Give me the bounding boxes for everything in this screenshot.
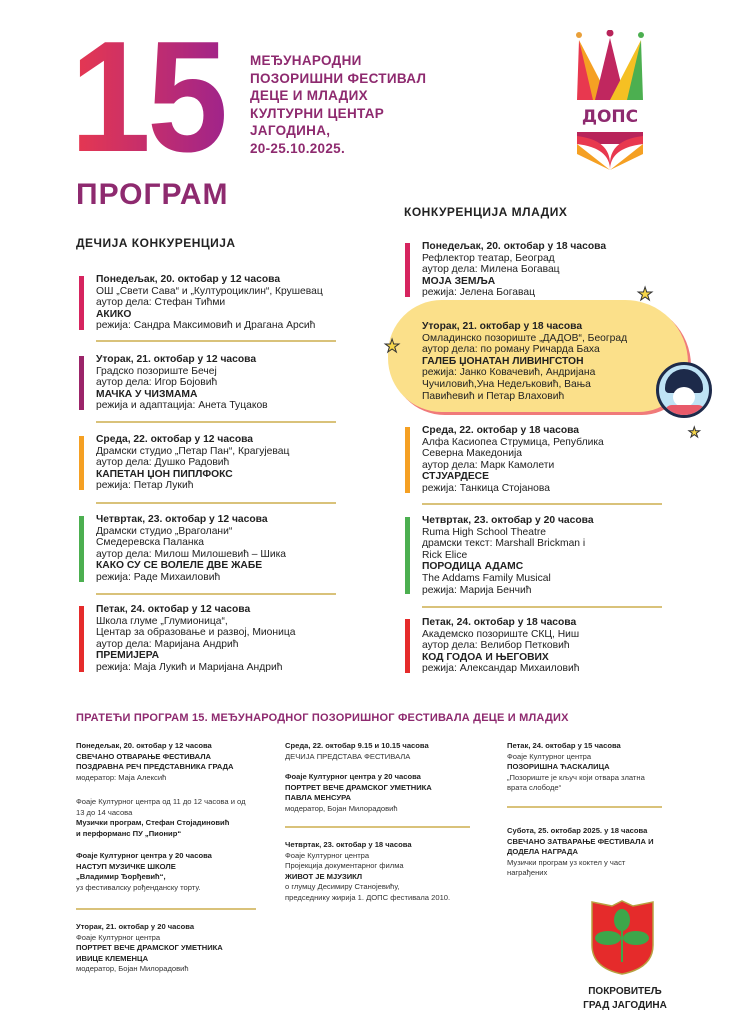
- side-line: ПОЗОРИШНА ЋАСКАЛИЦА: [507, 762, 610, 771]
- jagodina-coat-of-arms: [590, 900, 655, 975]
- dops-logo: [575, 30, 645, 170]
- entry-credit: режија: Петар Лукић: [96, 480, 194, 492]
- entry-detail: Градско позориште Бечеј: [96, 365, 217, 377]
- entry-detail: Rick Elice: [422, 549, 468, 561]
- entry-date: Понедељак, 20. октобар у 12 часова: [96, 274, 281, 285]
- entry-credit: режија: Маја Лукић и Маријана Андрић: [96, 661, 283, 673]
- divider: [96, 421, 336, 423]
- program-entry: [405, 515, 705, 596]
- side-program-item: [285, 741, 490, 762]
- color-bar: [405, 517, 410, 594]
- entry-detail: аутор дела: Маријана Андрић: [96, 638, 239, 650]
- divider: [96, 593, 336, 595]
- side-line: Пројекција документарног филма: [285, 861, 404, 870]
- entry-date: Четвртак, 23. октобар у 12 часова: [96, 514, 268, 525]
- star-icon: ★: [384, 336, 401, 356]
- logo-text: ДОПС: [581, 107, 639, 127]
- side-line: ПОРТРЕТ ВЕЧЕ ДРАМСКОГ УМЕТНИКА: [76, 943, 223, 952]
- entry-credit: режија: Јанко Ковачевић, Андријана: [422, 367, 596, 379]
- entry-title: КОД ГОДОА И ЊЕГОВИХ: [422, 651, 549, 663]
- side-line: Фоаје Културног центра од 11 до 12 часова и од: [76, 797, 246, 806]
- title-line: ДЕЦЕ И МЛАДИХ: [250, 88, 368, 103]
- entry-credit: режија: Александар Михаиловић: [422, 663, 580, 675]
- entry-title: МАЧКА У ЧИЗМАМА: [96, 388, 198, 400]
- entry-detail: Смедеревска Паланка: [96, 537, 205, 549]
- side-program-item: [507, 741, 712, 794]
- side-line: председнику жирија 1. ДОПС фестивала 2010.: [285, 892, 451, 902]
- entry-detail: аутор дела: Игор Бојовић: [96, 377, 218, 389]
- side-program-item: [76, 741, 281, 783]
- program-heading: ПРОГРАМ: [76, 178, 229, 211]
- side-line: НАСТУП МУЗИЧКЕ ШКОЛЕ: [76, 861, 176, 871]
- divider: [76, 908, 256, 910]
- festival-title: [250, 52, 426, 157]
- side-line: „Владимир Ђорђевић“,: [76, 872, 166, 881]
- star-icon: ★: [637, 284, 654, 304]
- entry-date: Четвртак, 23. октобар у 20 часова: [422, 515, 594, 526]
- side-line: Петак, 24. октобар у 15 часова: [507, 741, 621, 750]
- program-entry: [79, 274, 379, 332]
- entry-detail: аутор дела: Велибор Петковић: [422, 640, 570, 652]
- side-line: СВЕЧАНО ОТВАРАЊЕ ФЕСТИВАЛА: [76, 751, 212, 761]
- program-entry: [405, 425, 705, 495]
- entry-title: МОЈА ЗЕМЉА: [422, 275, 496, 287]
- title-line: 20-25.10.2025.: [250, 140, 346, 156]
- entry-detail: Центар за образовање и развој, Мионица: [96, 627, 296, 639]
- side-line: Субота, 25. октобар 2025. у 18 часова: [507, 826, 648, 835]
- color-bar: [405, 427, 410, 493]
- side-line: ДЕЧИЈА ПРЕДСТАВА ФЕСТИВАЛА: [285, 751, 411, 761]
- color-bar: [79, 276, 84, 330]
- entry-detail: Школа глуме „Глумионица“,: [96, 615, 228, 627]
- side-line: ИВИЦЕ КЛЕМЕНЦА: [76, 953, 149, 963]
- title-line: ПОЗОРИШНИ ФЕСТИВАЛ: [250, 70, 427, 86]
- side-line: Понедељак, 20. октобар у 12 часова: [76, 741, 212, 750]
- color-bar: [79, 436, 84, 490]
- children-heading: ДЕЧИЈА КОНКУРЕНЦИЈА: [76, 236, 236, 250]
- festival-number: 15: [70, 9, 225, 185]
- side-line: Фоаје Културног центра: [507, 751, 592, 761]
- entry-detail: аутор дела: по роману Ричарда Баха: [422, 344, 600, 356]
- side-line: ПАВЛА МЕНСУРА: [285, 793, 352, 802]
- side-program-item: [76, 851, 281, 893]
- side-program-item: [507, 826, 712, 879]
- side-line: „Позориште је кључ који отвара златна: [507, 772, 645, 782]
- color-bar: [79, 606, 84, 672]
- entry-title: СТЈУАРДЕСЕ: [422, 471, 489, 483]
- side-line: 13 до 14 часова: [76, 807, 133, 817]
- title-line: ЈАГОДИНА,: [250, 123, 331, 138]
- entry-title: ПОРОДИЦА АДАМС: [422, 561, 524, 573]
- color-bar: [79, 356, 84, 410]
- side-line: Фоаје Културног центра: [285, 850, 370, 860]
- program-entry: [79, 434, 379, 492]
- color-bar: [405, 619, 410, 673]
- patron-line: ГРАД ЈАГОДИНА: [583, 1000, 667, 1011]
- side-line: модератор, Бојан Милорадовић: [285, 803, 398, 813]
- side-line: ПОЗДРАВНА РЕЧ ПРЕДСТАВНИКА ГРАДА: [76, 762, 234, 771]
- entry-detail: Рефлектор театар, Београд: [422, 252, 555, 264]
- side-line: модератор, Бојан Милорадовић: [76, 964, 189, 973]
- program-entry: [79, 354, 379, 412]
- entry-title: АКИКО: [96, 308, 132, 320]
- divider: [422, 606, 662, 608]
- divider: [96, 502, 336, 504]
- entry-credit: Павићевић и Петар Влаховић: [422, 390, 565, 402]
- entry-title: ГАЛЕБ ЏОНАТАН ЛИВИНГСТОН: [422, 355, 584, 367]
- entry-title: КАКО СУ СЕ ВОЛЕЛЕ ДВЕ ЖАБЕ: [96, 560, 263, 572]
- entry-credit: режија: Марија Бенчић: [422, 584, 532, 596]
- entry-credit: Чучиловић,Уна Недељковић, Вања: [422, 378, 591, 390]
- star-icon: ★: [688, 424, 701, 440]
- side-line: Уторак, 21. октобар у 20 часова: [76, 922, 195, 931]
- entry-detail: Драмски студио „Петар Пан“, Крагујевац: [96, 445, 290, 457]
- side-line: модератор: Маја Алексић: [76, 772, 167, 782]
- patron-line: ПОКРОВИТЕЉ: [588, 986, 662, 997]
- divider: [422, 503, 662, 505]
- side-line: Фоаје Културног центра у 20 часова: [76, 851, 212, 860]
- entry-detail: аутор дела: Стефан Тићми: [96, 297, 226, 309]
- side-line: ДОДЕЛА НАГРАДА: [507, 847, 578, 856]
- entry-detail: Драмски студио „Враголани“: [96, 525, 233, 537]
- program-entry: [405, 241, 705, 299]
- side-line: Фоаје Културног центра у 20 часова: [285, 772, 421, 781]
- side-line: Среда, 22. октобар 9.15 и 10.15 часова: [285, 741, 429, 750]
- entry-detail: драмски текст: Marshall Brickman i: [422, 538, 586, 550]
- entry-credit: режија: Раде Михаиловић: [96, 571, 221, 583]
- color-bar: [405, 243, 410, 297]
- program-entry: [405, 321, 705, 402]
- entry-date: Уторак, 21. октобар у 12 часова: [96, 354, 257, 365]
- entry-detail: Ruma High School Theatre: [422, 526, 547, 538]
- side-line: уз фестивалску рођенданску торту.: [76, 882, 201, 892]
- entry-date: Петак, 24. октобар у 18 часова: [422, 617, 577, 628]
- program-entry: [405, 617, 705, 675]
- side-line: ЖИВОТ ЈЕ МЈУЗИКЛ: [285, 871, 363, 881]
- side-program-heading: ПРАТЕЋИ ПРОГРАМ 15. МЕЂУНАРОДНОГ ПОЗОРИШНОГ ФЕСТИВАЛА ДЕЦЕ И МЛАДИХ: [76, 712, 569, 724]
- title-line: КУЛТУРНИ ЦЕНТАР: [250, 105, 385, 121]
- side-line: врата слободе“: [507, 783, 562, 792]
- youth-heading: КОНКУРЕНЦИЈА МЛАДИХ: [404, 205, 568, 219]
- entry-detail: аутор дела: Марк Камолети: [422, 459, 555, 471]
- color-bar: [79, 516, 84, 582]
- entry-detail: Северна Македонија: [422, 448, 522, 460]
- entry-credit: режија: Танкица Стојанова: [422, 482, 550, 494]
- program-entry: [79, 514, 379, 584]
- patron: [570, 985, 680, 1013]
- side-line: СВЕЧАНО ЗАТВАРАЊЕ ФЕСТИВАЛА И: [507, 836, 654, 846]
- side-program-item: [285, 840, 490, 903]
- side-program-item: [76, 797, 281, 839]
- entry-detail: Алфа Касиопеа Струмица, Република: [422, 436, 604, 448]
- side-line: Фоаје Културног центра: [76, 932, 161, 942]
- side-line: Четвртак, 23. октобар у 18 часова: [285, 840, 412, 849]
- entry-date: Уторак, 21. октобар у 18 часова: [422, 321, 583, 332]
- entry-detail: аутор дела: Душко Радовић: [96, 457, 230, 469]
- side-line: Музички програм уз коктел у част: [507, 857, 626, 867]
- divider: [507, 806, 662, 808]
- entry-detail: Омладинско позориште „ДАДОВ“, Београд: [422, 332, 628, 344]
- entry-date: Понедељак, 20. октобар у 18 часова: [422, 241, 607, 252]
- entry-detail: аутор дела: Милена Богавац: [422, 264, 560, 276]
- side-line: о глумцу Десимиру Станојевићу,: [285, 882, 400, 891]
- entry-detail: ОШ „Свети Сава“ и „Културоциклин“, Крушевац: [96, 285, 323, 297]
- side-line: ПОРТРЕТ ВЕЧЕ ДРАМСКОГ УМЕТНИКА: [285, 782, 432, 792]
- side-line: Музички програм, Стефан Стојадиновић: [76, 818, 230, 827]
- entry-date: Среда, 22. октобар у 18 часова: [422, 425, 580, 436]
- entry-date: Петак, 24. октобар у 12 часова: [96, 604, 251, 615]
- divider: [285, 826, 470, 828]
- divider: [96, 340, 336, 342]
- entry-credit: The Addams Family Musical: [422, 572, 551, 584]
- side-line: награђених: [507, 868, 548, 877]
- title-line: МЕЂУНАРОДНИ: [250, 53, 362, 68]
- entry-title: КАПЕТАН ЏОН ПИПЛФОКС: [96, 468, 233, 480]
- side-program-item: [76, 922, 281, 975]
- program-entry: [79, 604, 379, 674]
- entry-title: ПРЕМИЈЕРА: [96, 650, 160, 662]
- side-line: и перформанс ПУ „Пионир“: [76, 828, 182, 838]
- entry-date: Среда, 22. октобар у 12 часова: [96, 434, 254, 445]
- entry-detail: Академско позориште СКЦ, Ниш: [422, 628, 580, 640]
- entry-detail: аутор дела: Милош Милошевић – Шика: [96, 548, 287, 560]
- side-program-item: [285, 772, 490, 814]
- entry-credit: режија: Сандра Максимовић и Драгана Арсић: [96, 320, 316, 332]
- entry-credit: режија и адаптација: Анета Туцаков: [96, 400, 268, 412]
- entry-credit: режија: Јелена Богавац: [422, 287, 535, 299]
